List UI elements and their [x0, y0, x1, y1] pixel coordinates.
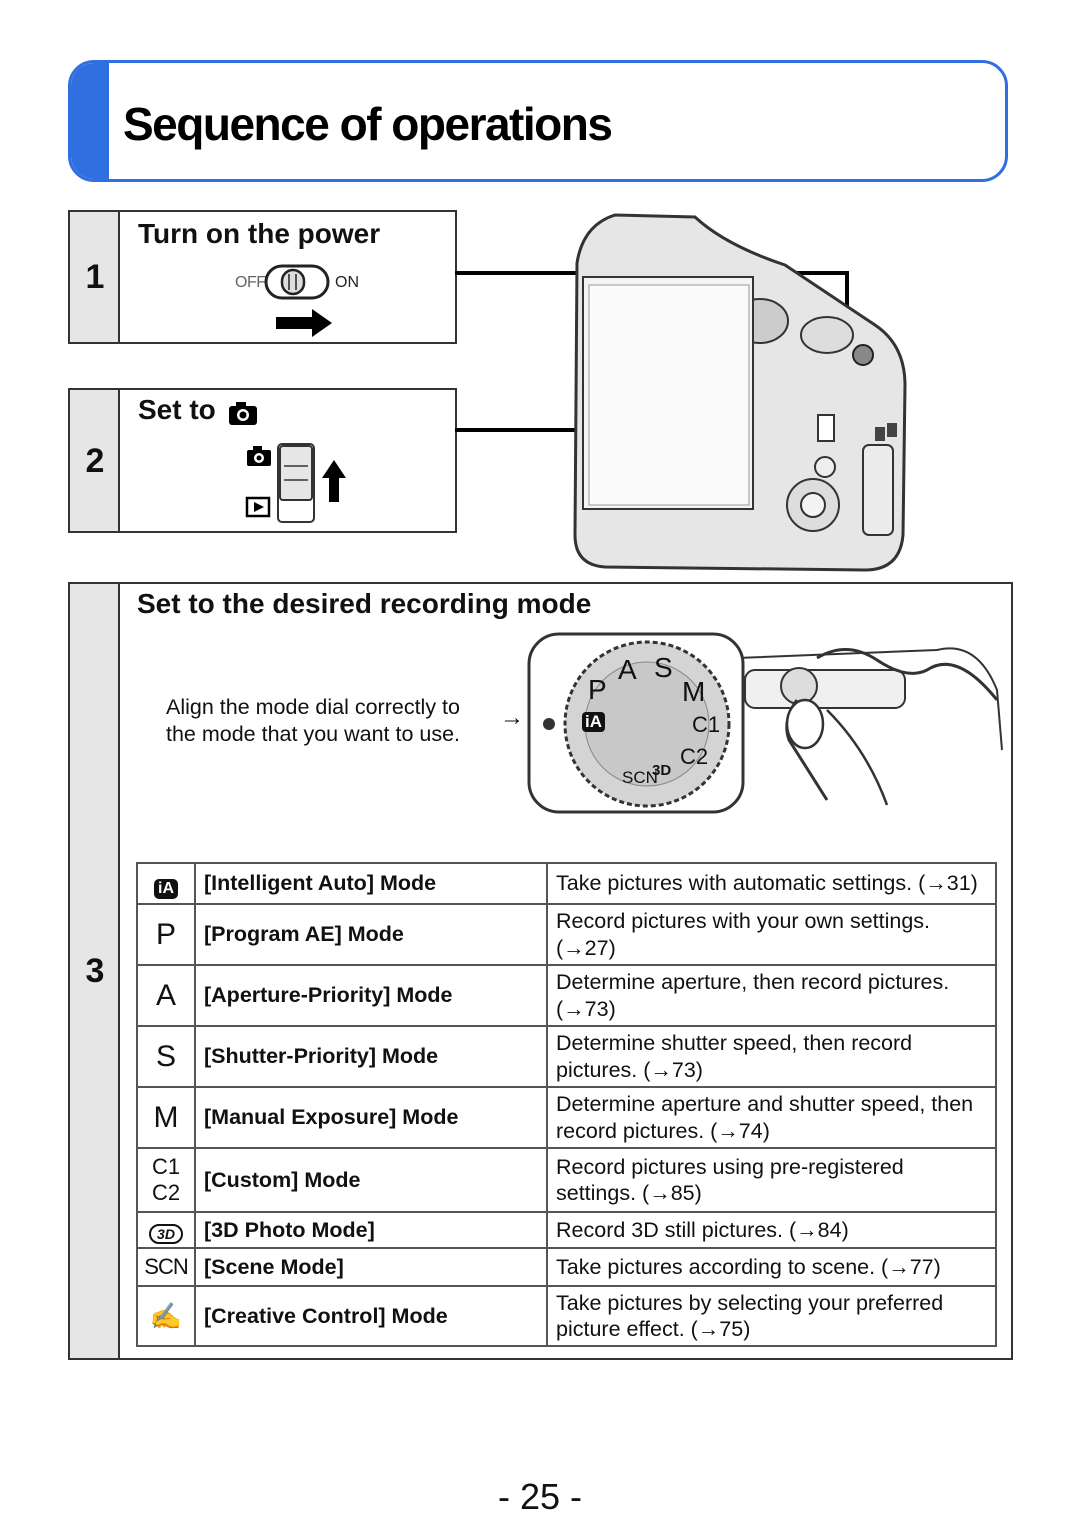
title-banner	[68, 60, 1008, 182]
creative-control-icon: ✍	[137, 1286, 195, 1346]
custom-mode-icon: C1 C2	[137, 1148, 195, 1212]
dial-label-a: A	[618, 654, 637, 685]
dial-pointer-arrow: →	[500, 704, 524, 731]
mode-description: Record 3D still pictures. (→84)	[547, 1212, 996, 1248]
mode-description: Take pictures according to scene. (→77)	[547, 1248, 996, 1286]
mode-name: [Intelligent Auto] Mode	[195, 863, 547, 904]
power-switch-icon	[264, 262, 332, 304]
dial-label-scn: SCN	[622, 768, 658, 787]
step-2-number-column	[70, 390, 120, 531]
mode-description: Record pictures using pre-registered settings. (→85)	[547, 1148, 996, 1212]
3d-photo-icon: 3D	[137, 1212, 195, 1248]
mode-description: Take pictures by selecting your preferred picture effect. (→75)	[547, 1286, 996, 1346]
step-3-title: Set to the desired recording mode	[137, 588, 592, 619]
step-1-number: 1	[85, 258, 105, 296]
mode-name: [Manual Exposure] Mode	[195, 1087, 547, 1148]
switch-off-label: OFF	[235, 274, 266, 291]
camera-icon	[228, 400, 258, 426]
dial-label-m: M	[682, 676, 706, 707]
step-3-number: 3	[85, 952, 105, 990]
right-arrow-icon	[274, 308, 334, 338]
dial-instruction	[166, 694, 460, 748]
table-row	[137, 1248, 996, 1286]
mode-name: [Creative Control] Mode	[195, 1286, 547, 1346]
intelligent-auto-icon: iA	[137, 863, 195, 904]
mode-description: Determine shutter speed, then record pictures. (→73)	[547, 1026, 996, 1087]
step-3-number-column	[70, 584, 120, 1358]
table-row	[137, 1026, 996, 1087]
mode-table	[136, 862, 997, 1347]
aperture-priority-icon: A	[137, 965, 195, 1026]
step-1-box	[68, 210, 457, 344]
table-row	[137, 904, 996, 965]
table-row	[137, 1212, 996, 1248]
mode-name: [Aperture-Priority] Mode	[195, 965, 547, 1026]
mode-name: [Shutter-Priority] Mode	[195, 1026, 547, 1087]
dial-instruction-line-1: Align the mode dial correctly to	[166, 695, 460, 719]
mode-description: Determine aperture and shutter speed, then record pictures. (→74)	[547, 1087, 996, 1148]
scene-mode-icon: SCN	[137, 1248, 195, 1286]
mode-name: [Program AE] Mode	[195, 904, 547, 965]
step-2-number: 2	[85, 442, 105, 480]
table-row	[137, 863, 996, 904]
mode-description: Determine aperture, then record pictures. (→73)	[547, 965, 996, 1026]
step-2-title: Set to	[138, 394, 216, 425]
dial-label-p: P	[588, 674, 607, 705]
step-2-box	[68, 388, 457, 533]
step-1-number-column	[70, 212, 120, 342]
mode-name: [Scene Mode]	[195, 1248, 547, 1286]
page-title: Sequence of operations	[123, 98, 612, 150]
step-1-title: Turn on the power	[138, 218, 381, 249]
dial-label-c1: C1	[692, 712, 721, 737]
program-ae-icon: P	[137, 904, 195, 965]
dial-label-ia: iA	[582, 712, 605, 732]
camera-illustration	[455, 205, 925, 580]
mode-description: Take pictures with automatic settings. (→31)	[547, 863, 996, 904]
switch-on-label: ON	[335, 274, 359, 291]
dial-instruction-line-2: the mode that you want to use.	[166, 722, 461, 746]
table-row	[137, 965, 996, 1026]
table-row	[137, 1286, 996, 1346]
mode-name: [3D Photo Mode]	[195, 1212, 547, 1248]
dial-label-s: S	[654, 652, 673, 683]
shutter-priority-icon: S	[137, 1026, 195, 1087]
page-number: - 25 -	[497, 1476, 583, 1517]
table-row	[137, 1087, 996, 1148]
mode-description: Record pictures with your own settings. (→27)	[547, 904, 996, 965]
mode-name: [Custom] Mode	[195, 1148, 547, 1212]
dial-label-c2: C2	[680, 744, 709, 769]
dial-label-3d: 3D	[652, 762, 672, 779]
manual-exposure-icon: M	[137, 1087, 195, 1148]
mode-switch-icon	[242, 440, 362, 526]
title-accent-bar	[71, 63, 109, 179]
table-row	[137, 1148, 996, 1212]
